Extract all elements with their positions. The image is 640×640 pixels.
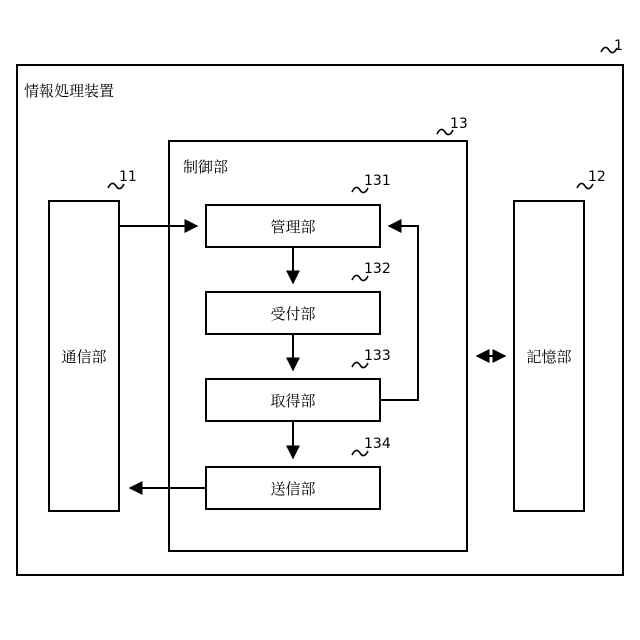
ref-13-label: 13: [450, 116, 468, 132]
control-unit-label: 制御部: [183, 158, 229, 176]
manage-unit-label: 管理部: [270, 217, 316, 236]
ref-1-label: 1: [614, 38, 623, 54]
outer-device-title: 情報処理装置: [24, 82, 115, 100]
acquire-unit-label: 取得部: [270, 391, 316, 410]
accept-unit-label: 受付部: [270, 304, 316, 323]
communication-unit-label: 通信部: [61, 347, 107, 366]
ref-12-label: 12: [588, 169, 606, 185]
ref-131-label: 131: [364, 173, 391, 189]
send-unit-label: 送信部: [270, 479, 316, 498]
ref-132-label: 132: [364, 261, 391, 277]
ref-134-label: 134: [364, 436, 391, 452]
ref-11-label: 11: [119, 169, 137, 185]
ref-133-label: 133: [364, 348, 391, 364]
storage-unit-label: 記憶部: [526, 347, 572, 366]
